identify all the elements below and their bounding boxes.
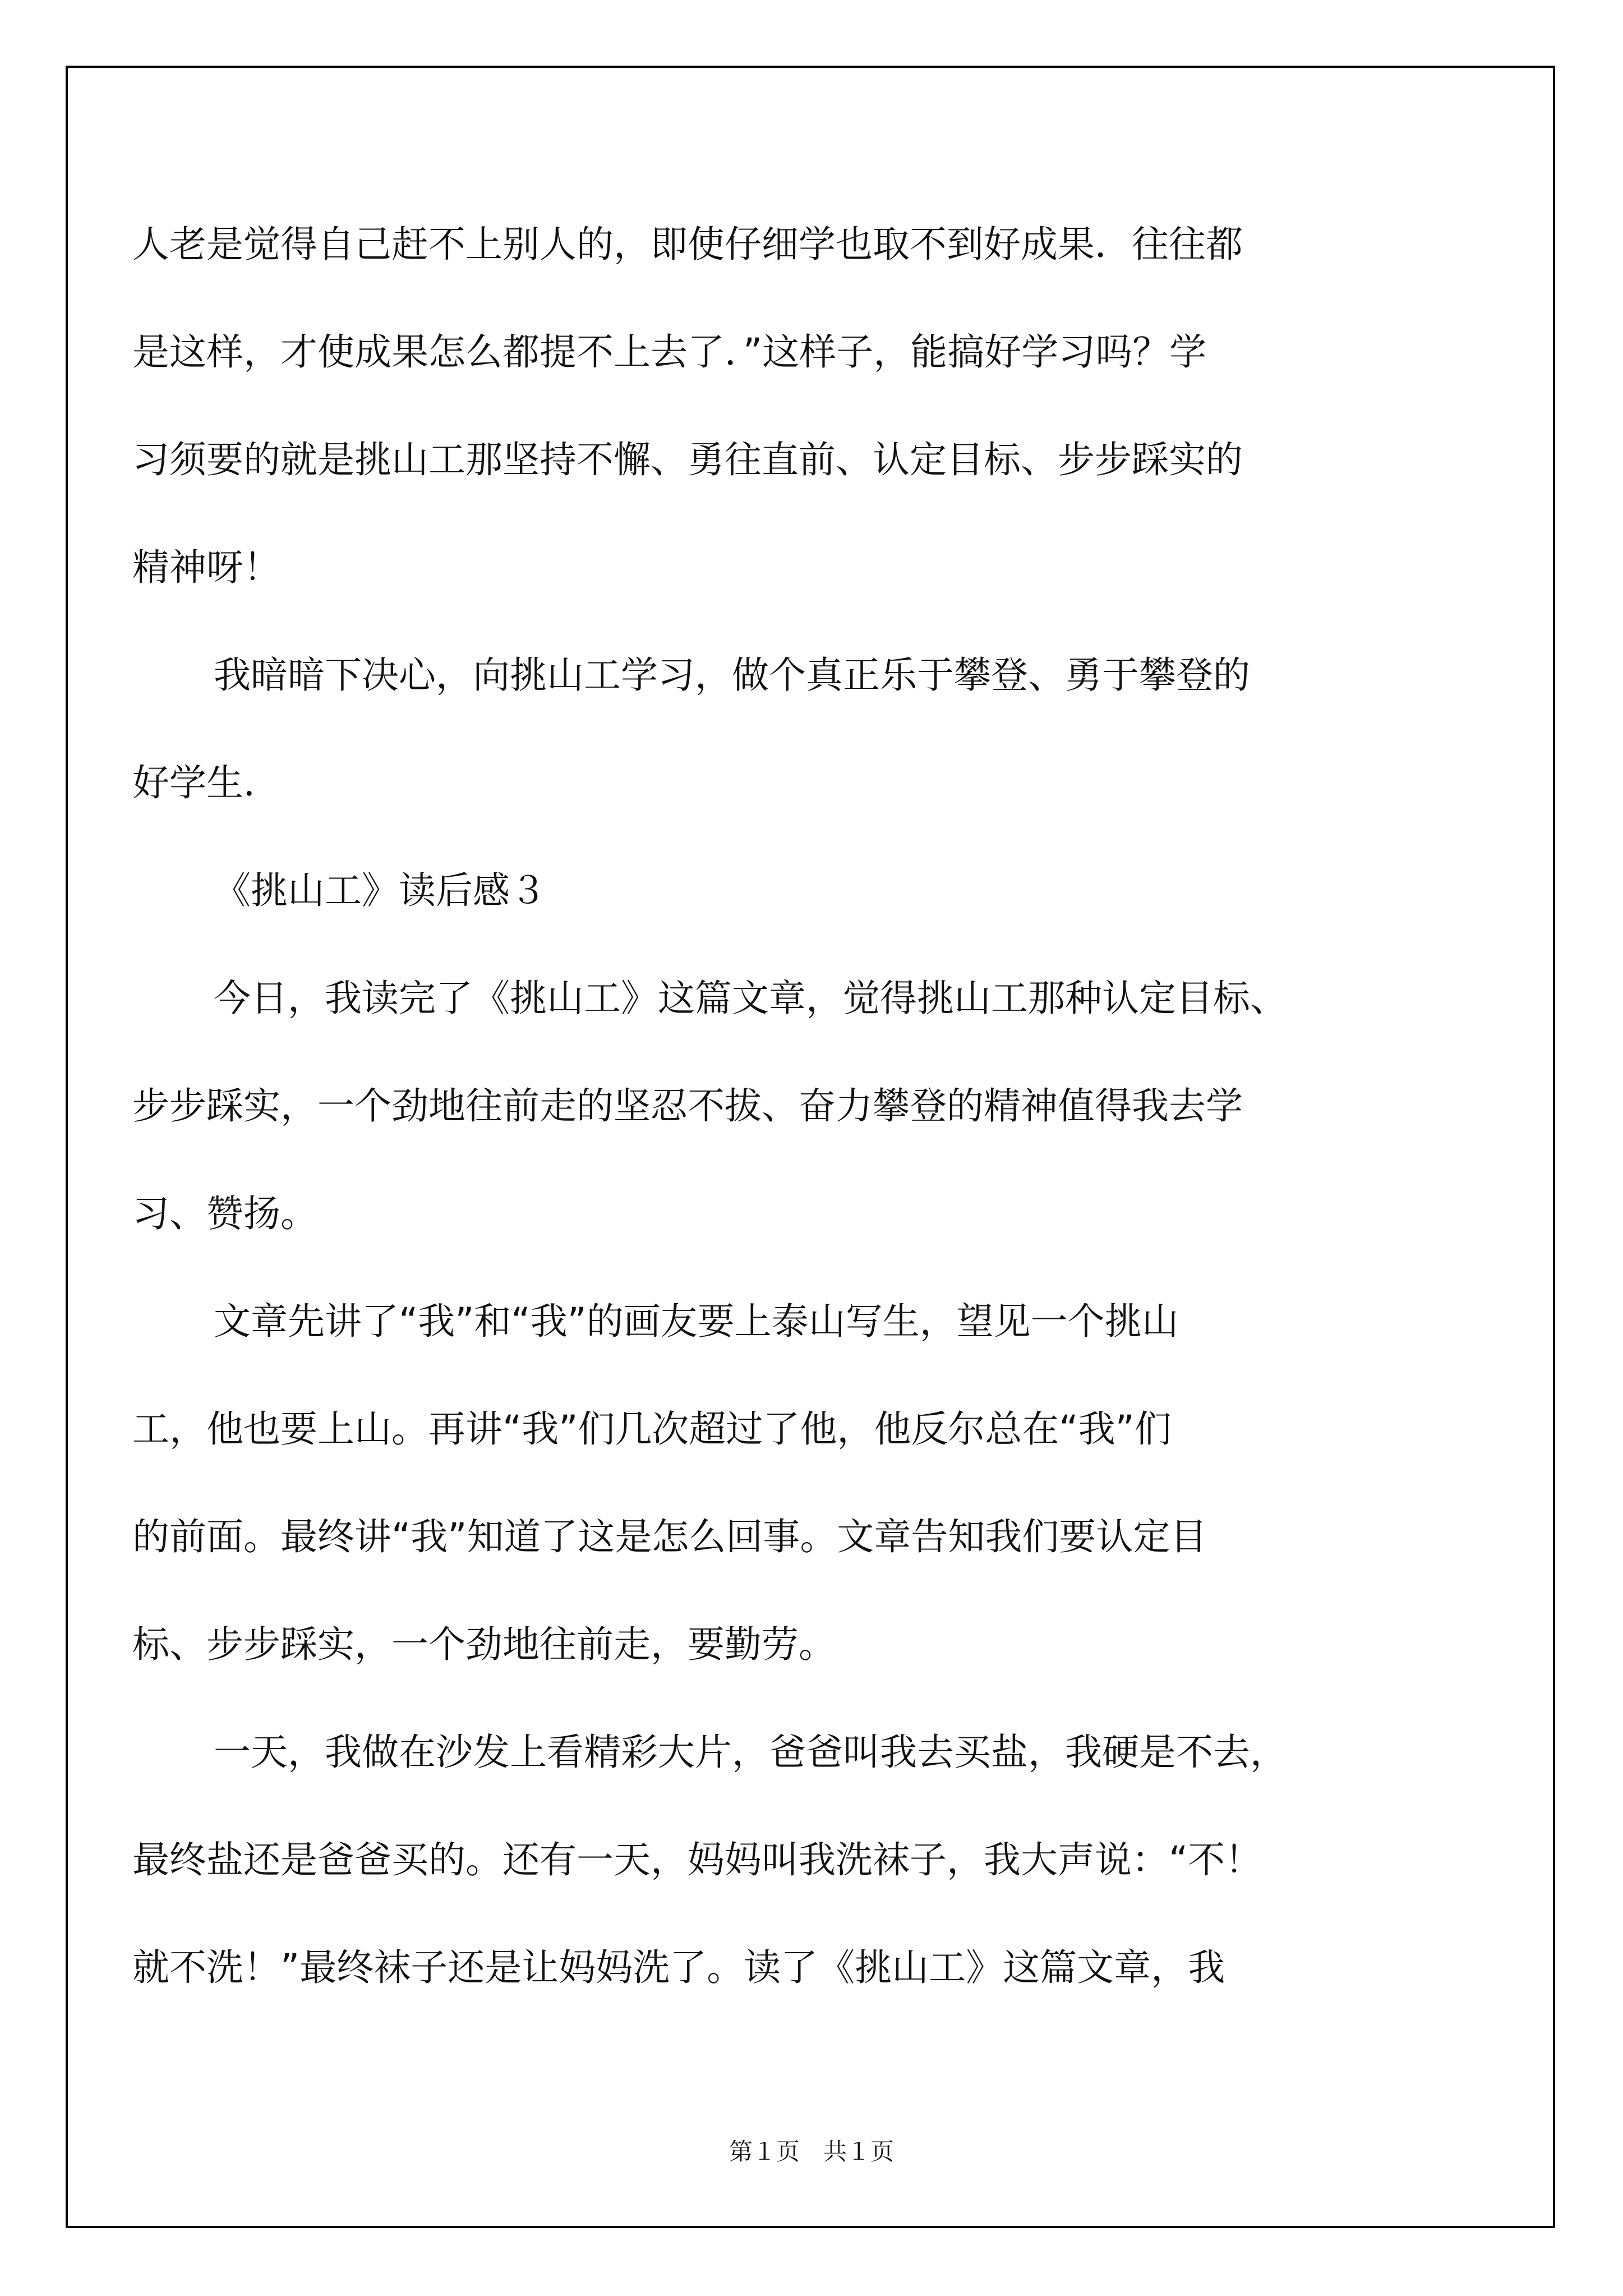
text-line: 习须要的就是挑山工那坚持不懈、勇往直前、认定目标、步步踩实的 (132, 438, 1243, 481)
paragraph-resolution (132, 622, 1490, 837)
page-number: 第１页 共１页 (728, 2138, 894, 2165)
text-line: 就不洗！”最终袜子还是让妈妈洗了。读了《挑山工》这篇文章，我 (132, 1946, 1225, 1989)
paragraph-summary (132, 1268, 1490, 1699)
text-line: 工，他也要上山。再讲“我”们几次超过了他，他反尔总在“我”们 (132, 1407, 1172, 1451)
text-line: 人老是觉得自己赶不上别人的，即使仔细学也取不到好成果．往往都 (132, 223, 1243, 266)
text-line: 的前面。最终讲“我”知道了这是怎么回事。文章告知我们要认定目 (132, 1515, 1207, 1558)
text-line: 我暗暗下决心，向挑山工学习，做个真正乐于攀登、勇于攀登的 (214, 654, 1250, 697)
paragraph-continuation (132, 191, 1490, 622)
text-line: 好学生． (132, 761, 280, 804)
text-line: 是这样，才使成果怎么都提不上去了．”这样子，能搞好学习吗？学 (132, 330, 1207, 374)
text-line: 精神呀！ (132, 546, 280, 589)
text-line: 一天，我做在沙发上看精彩大片，爸爸叫我去买盐，我硬是不去， (214, 1731, 1287, 1774)
document-body (132, 191, 1490, 2022)
page-footer (0, 2133, 1623, 2167)
text-line: 最终盐还是爸爸买的。还有一天，妈妈叫我洗袜子，我大声说：“不！ (132, 1838, 1262, 1881)
text-line: 步步踩实，一个劲地往前走的坚忍不拔、奋力攀登的精神值得我去学 (132, 1084, 1243, 1128)
text-line: 习、赞扬。 (132, 1192, 317, 1235)
paragraph-anecdote (132, 1699, 1490, 2022)
text-line: 标、步步踩实，一个劲地往前走，要勤劳。 (132, 1623, 836, 1666)
section-heading (132, 837, 1490, 945)
paragraph-intro (132, 945, 1490, 1268)
section-heading-text: 《挑山工》读后感３ (214, 869, 547, 912)
text-line: 今日，我读完了《挑山工》这篇文章，觉得挑山工那种认定目标、 (214, 977, 1287, 1020)
text-line: 文章先讲了“我”和“我”的画友要上泰山写生，望见一个挑山 (214, 1300, 1179, 1343)
